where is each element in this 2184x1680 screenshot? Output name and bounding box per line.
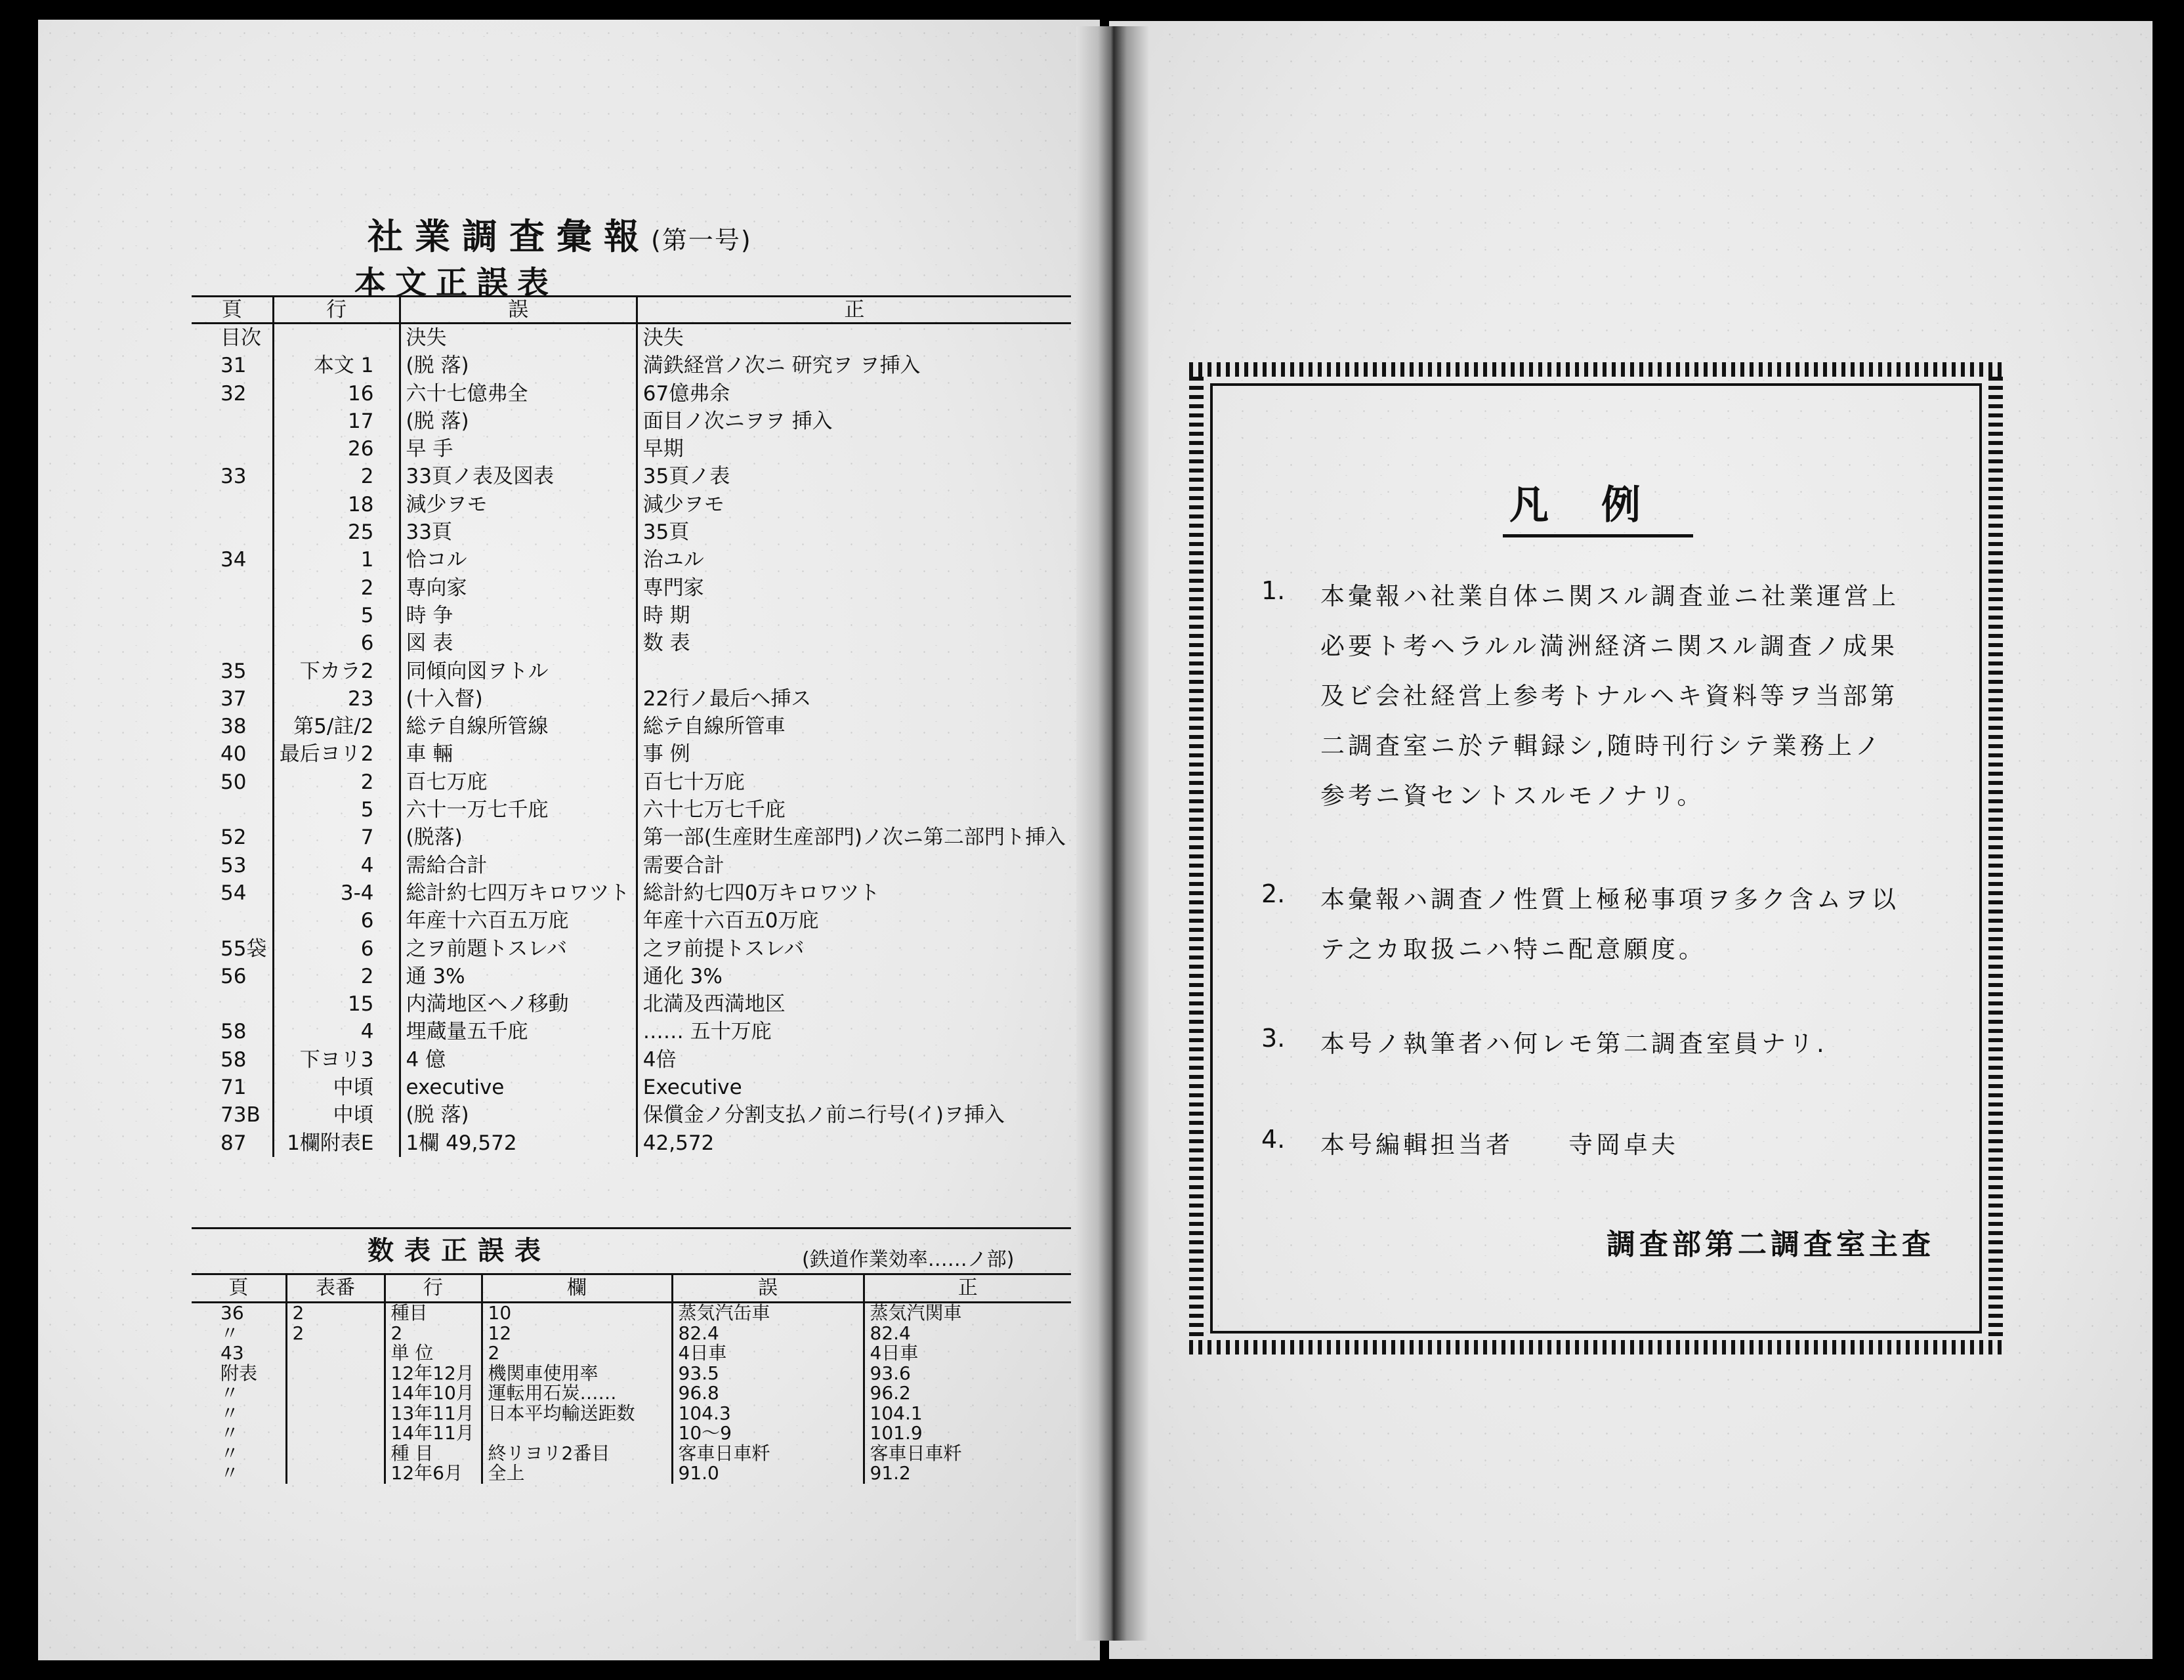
page-cell [192, 574, 273, 602]
right-cell: 数 表 [637, 629, 1071, 657]
note-number: 3. [1261, 1024, 1286, 1053]
table-row [192, 463, 1071, 490]
wrong-cell: 4 億 [400, 1046, 637, 1074]
num-header-wrong: 誤 [672, 1274, 864, 1303]
right-cell: 総計約七四0万キロワツト [637, 879, 1071, 907]
page-cell: 50 [220, 770, 247, 794]
page-cell: 43 [220, 1343, 244, 1364]
wrong-cell: 33頁ノ表及図表 [400, 463, 637, 490]
page-cell [192, 518, 273, 546]
page-cell: 58 [220, 1047, 247, 1072]
table-row [192, 1364, 1071, 1384]
right-cell: 101.9 [864, 1423, 1071, 1444]
table-row [192, 658, 1071, 685]
line-cell: 4 [273, 852, 400, 879]
wrong-cell: 減少ヲモ [400, 491, 637, 518]
right-cell: 93.6 [864, 1364, 1071, 1384]
errata-header-row [192, 297, 1071, 324]
line-cell: 2 [273, 768, 400, 796]
page-cell: 35 [220, 659, 247, 683]
line-cell: 12年6月 [385, 1463, 482, 1484]
page-cell: 73B [220, 1103, 261, 1127]
line-cell: 15 [273, 990, 400, 1018]
page-cell: 34 [220, 548, 247, 572]
right-cell: 67億弗余 [637, 380, 1071, 408]
section-divider [192, 1227, 1071, 1229]
notes-heading: 凡例 [1503, 474, 1693, 537]
line-cell: 単 位 [385, 1343, 482, 1364]
note-line: 本号ノ執筆者ハ何レモ第二調査室員ナリ. [1320, 1030, 1828, 1058]
line-cell: 第5/註/2 [273, 713, 400, 740]
num-header-line: 行 [385, 1274, 482, 1303]
line-cell: 6 [273, 935, 400, 963]
page-cell: 〃 [220, 1383, 240, 1404]
right-cell: 第一部(生産財生産部門)ノ次ニ第二部門ト挿入 [637, 824, 1071, 851]
page-cell [192, 408, 273, 435]
document-title: 社業調査彙報(第一号) [368, 216, 752, 257]
table-row [192, 518, 1071, 546]
right-cell: 蒸気汽関車 [864, 1303, 1071, 1324]
right-cell: 4倍 [637, 1046, 1071, 1074]
page-cell: 目次 [220, 326, 261, 350]
issue-number: (第一号) [651, 226, 752, 255]
table-row [192, 824, 1071, 851]
table-row [192, 1383, 1071, 1404]
table-row [192, 1463, 1071, 1484]
table-cell [286, 1463, 385, 1484]
errata-body [192, 324, 1071, 1157]
wrong-cell: 同傾向図ヲトル [400, 658, 637, 685]
page-cell: 54 [220, 881, 247, 905]
table-row [192, 852, 1071, 879]
col-cell: 終リヨリ2番目 [482, 1444, 672, 1464]
col-cell: 12 [482, 1324, 672, 1344]
line-cell: 中頃 [273, 1101, 400, 1129]
line-cell: 5 [273, 602, 400, 629]
line-cell: 2 [385, 1324, 482, 1344]
page-cell: 71 [220, 1076, 247, 1100]
wrong-cell: 33頁 [400, 518, 637, 546]
note-line: 必要ト考ヘラルル満洲経済ニ関スル調査ノ成果 [1320, 632, 1898, 660]
wrong-cell: (十入督) [400, 685, 637, 713]
right-cell: 之ヲ前提トスレバ [637, 935, 1071, 963]
page-cell: 52 [220, 826, 247, 850]
right-cell: …… 五十万庇 [637, 1018, 1071, 1045]
table-cell [286, 1423, 385, 1444]
line-cell: 種目 [385, 1303, 482, 1324]
table-row [192, 796, 1071, 824]
line-cell: 14年11月 [385, 1423, 482, 1444]
line-cell: 6 [273, 907, 400, 934]
right-cell: 面目ノ次ニヲヲ 挿入 [637, 408, 1071, 435]
wrong-cell: 決失 [400, 324, 637, 352]
wrong-cell: 図 表 [400, 629, 637, 657]
header-line: 行 [273, 297, 400, 324]
table-row [192, 713, 1071, 740]
right-cell: 北満及西満地区 [637, 990, 1071, 1018]
wrong-cell: 通 3% [400, 963, 637, 990]
table-row [192, 990, 1071, 1018]
right-cell: 専門家 [637, 574, 1071, 602]
right-cell: 通化 3% [637, 963, 1071, 990]
table-row [192, 1343, 1071, 1364]
right-cell: 35頁ノ表 [637, 463, 1071, 490]
right-cell: Executive [637, 1074, 1071, 1101]
table-row [192, 768, 1071, 796]
numeric-header-row [192, 1274, 1071, 1303]
line-cell: 17 [273, 408, 400, 435]
note-number: 1. [1261, 576, 1286, 605]
table-row [192, 1444, 1071, 1464]
page-cell [192, 602, 273, 629]
line-cell: 種 目 [385, 1444, 482, 1464]
table-row [192, 491, 1071, 518]
page-cell: 〃 [220, 1463, 240, 1484]
table-row [192, 546, 1071, 574]
book-spine [1076, 26, 1148, 1641]
right-cell [637, 658, 1071, 685]
page-cell [192, 435, 273, 463]
table-row [192, 963, 1071, 990]
line-cell: 13年11月 [385, 1404, 482, 1424]
line-cell: 2 [273, 963, 400, 990]
page-cell: 36 [220, 1302, 244, 1324]
right-cell: 年産十六百五0万庇 [637, 907, 1071, 934]
wrong-cell: 総テ自線所管線 [400, 713, 637, 740]
line-cell: 25 [273, 518, 400, 546]
table-row [192, 907, 1071, 934]
line-cell: 12年12月 [385, 1364, 482, 1384]
table-cell [286, 1343, 385, 1364]
wrong-cell: (脱落) [400, 824, 637, 851]
wrong-cell: 需給合計 [400, 852, 637, 879]
table-cell [286, 1383, 385, 1404]
num-header-page: 頁 [192, 1274, 286, 1303]
line-cell: 下ヨリ3 [273, 1046, 400, 1074]
right-cell: 百七十万庇 [637, 768, 1071, 796]
table-row [192, 435, 1071, 463]
note-line: 二調査室ニ於テ輯録シ,随時刊行シテ業務上ノ [1320, 732, 1883, 760]
right-cell: 82.4 [864, 1324, 1071, 1344]
header-wrong: 誤 [400, 297, 637, 324]
num-header-table: 表番 [286, 1274, 385, 1303]
wrong-cell: 4日車 [672, 1343, 864, 1364]
wrong-cell: executive [400, 1074, 637, 1101]
line-cell: 16 [273, 380, 400, 408]
right-cell: 時 期 [637, 602, 1071, 629]
table-row [192, 879, 1071, 907]
table-row [192, 408, 1071, 435]
table-row [192, 1129, 1071, 1157]
table-row [192, 1324, 1071, 1344]
signature: 調査部第二調査室主査 [1606, 1228, 1935, 1261]
page-cell: 56 [220, 964, 247, 988]
wrong-cell: 時 争 [400, 602, 637, 629]
right-cell: 需要合計 [637, 852, 1071, 879]
page-cell: 〃 [220, 1323, 240, 1343]
page-cell: 〃 [220, 1403, 240, 1423]
errata-title: 本文正誤表 [354, 264, 558, 301]
table-row [192, 935, 1071, 963]
col-cell: 運転用石炭…… [482, 1383, 672, 1404]
page-cell: 33 [220, 465, 247, 489]
right-cell: 42,572 [637, 1129, 1071, 1157]
right-cell: 治ユル [637, 546, 1071, 574]
table-row [192, 740, 1071, 768]
table-row [192, 1404, 1071, 1424]
right-cell: 保償金ノ分割支払ノ前ニ行号(イ)ヲ挿入 [637, 1101, 1071, 1129]
table-cell [286, 1444, 385, 1464]
wrong-cell: 恰コル [400, 546, 637, 574]
page-cell: 58 [220, 1020, 247, 1044]
page-cell: 31 [220, 354, 247, 378]
right-cell: 35頁 [637, 518, 1071, 546]
right-cell: 早期 [637, 435, 1071, 463]
wrong-cell: 六十七億弗全 [400, 380, 637, 408]
wrong-cell: 104.3 [672, 1404, 864, 1424]
page-cell: 53 [220, 853, 247, 877]
line-cell: 7 [273, 824, 400, 851]
note-number: 2. [1261, 879, 1286, 908]
right-cell: 96.2 [864, 1383, 1071, 1404]
right-cell: 91.2 [864, 1463, 1071, 1484]
wrong-cell: 96.8 [672, 1383, 864, 1404]
right-cell: 決失 [637, 324, 1071, 352]
wrong-cell: 客車日車粁 [672, 1444, 864, 1464]
line-cell: 中頃 [273, 1074, 400, 1101]
wrong-cell: (脱 落) [400, 352, 637, 379]
page-cell: 38 [220, 715, 247, 739]
line-cell: 最后ヨリ2 [273, 740, 400, 768]
wrong-cell: 早 手 [400, 435, 637, 463]
table-cell: 2 [286, 1303, 385, 1324]
line-cell [273, 324, 400, 352]
page-cell: 87 [220, 1131, 247, 1155]
header-page: 頁 [192, 297, 273, 324]
col-cell: 10 [482, 1303, 672, 1324]
line-cell: 6 [273, 629, 400, 657]
table-row [192, 1423, 1071, 1444]
right-cell: 104.1 [864, 1404, 1071, 1424]
header-right: 正 [637, 297, 1071, 324]
col-cell: 2 [482, 1343, 672, 1364]
wrong-cell: 内満地区ヘノ移動 [400, 990, 637, 1018]
table-row [192, 602, 1071, 629]
line-cell: 本文 1 [273, 352, 400, 379]
wrong-cell: 10〜9 [672, 1423, 864, 1444]
table-cell: 2 [286, 1324, 385, 1344]
wrong-cell: 総計約七四万キロワツト [400, 879, 637, 907]
table-cell [286, 1364, 385, 1384]
num-header-right: 正 [864, 1274, 1071, 1303]
wrong-cell: 埋蔵量五千庇 [400, 1018, 637, 1045]
right-cell: 六十七万七千庇 [637, 796, 1071, 824]
line-cell: 14年10月 [385, 1383, 482, 1404]
table-row [192, 1074, 1071, 1101]
wrong-cell: 六十一万七千庇 [400, 796, 637, 824]
page-cell [192, 990, 273, 1018]
col-cell [482, 1423, 672, 1444]
note-line: 本号編輯担当者 寺岡卓夫 [1320, 1131, 1679, 1159]
page-cell [192, 491, 273, 518]
col-cell: 機関車使用率 [482, 1364, 672, 1384]
note-line: 及ビ会社経営上参考トナルヘキ資料等ヲ当部第 [1320, 682, 1899, 710]
line-cell: 3-4 [273, 879, 400, 907]
numeric-errata-table [192, 1273, 1071, 1484]
wrong-cell: 93.5 [672, 1364, 864, 1384]
table-row [192, 352, 1071, 379]
right-cell: 22行ノ最后ヘ挿ス [637, 685, 1071, 713]
table-row [192, 1101, 1071, 1129]
note-line: 参考ニ資セントスルモノナリ。 [1320, 782, 1705, 810]
table-row [192, 1018, 1071, 1045]
right-cell: 事 例 [637, 740, 1071, 768]
note-number: 4. [1261, 1125, 1286, 1154]
right-cell: 満鉄経営ノ次ニ 研究ヲ ヲ挿入 [637, 352, 1071, 379]
wrong-cell: 之ヲ前題トスレバ [400, 935, 637, 963]
line-cell: 23 [273, 685, 400, 713]
errata-table [192, 295, 1071, 1157]
table-row [192, 1046, 1071, 1074]
line-cell: 18 [273, 491, 400, 518]
right-cell: 客車日車粁 [864, 1444, 1071, 1464]
wrong-cell: 百七万庇 [400, 768, 637, 796]
wrong-cell: (脱 落) [400, 1101, 637, 1129]
table-cell [286, 1404, 385, 1424]
table-row [192, 574, 1071, 602]
wrong-cell: 1欄 49,572 [400, 1129, 637, 1157]
page-cell: 55袋 [220, 936, 267, 961]
wrong-cell: 年産十六百五万庇 [400, 907, 637, 934]
note-line: 本彙報ハ調査ノ性質上極秘事項ヲ多ク含ムヲ以 [1320, 885, 1899, 914]
note-line: 本彙報ハ社業自体ニ関スル調査並ニ社業運営上 [1320, 582, 1899, 610]
note-line: テ之カ取扱ニハ特ニ配意願度。 [1320, 935, 1706, 963]
page-cell: 40 [220, 742, 247, 766]
col-cell: 日本平均輸送距数 [482, 1404, 672, 1424]
line-cell: 26 [273, 435, 400, 463]
page-cell: 32 [220, 381, 247, 406]
line-cell: 下カラ2 [273, 658, 400, 685]
col-cell: 全上 [482, 1463, 672, 1484]
wrong-cell: (脱 落) [400, 408, 637, 435]
wrong-cell: 蒸気汽缶車 [672, 1303, 864, 1324]
wrong-cell: 82.4 [672, 1324, 864, 1344]
table-row [192, 380, 1071, 408]
page-cell [192, 629, 273, 657]
num-header-col: 欄 [482, 1274, 672, 1303]
numeric-errata-title: 数表正誤表 [368, 1236, 551, 1266]
table-row [192, 629, 1071, 657]
line-cell: 1 [273, 546, 400, 574]
numeric-errata-body [192, 1303, 1071, 1484]
page-cell: 37 [220, 686, 247, 711]
page-cell [192, 907, 273, 934]
line-cell: 4 [273, 1018, 400, 1045]
table-row [192, 685, 1071, 713]
line-cell: 2 [273, 463, 400, 490]
right-cell: 総テ自線所管車 [637, 713, 1071, 740]
wrong-cell: 専向家 [400, 574, 637, 602]
line-cell: 5 [273, 796, 400, 824]
numeric-errata-subtitle: (鉄道作業効率……ノ部) [802, 1248, 1015, 1271]
line-cell: 2 [273, 574, 400, 602]
table-row [192, 324, 1071, 352]
line-cell: 1欄附表E [273, 1129, 400, 1157]
page-cell: 附表 [220, 1363, 258, 1383]
table-row [192, 1303, 1071, 1324]
page-cell: 〃 [220, 1423, 240, 1444]
wrong-cell: 車 輛 [400, 740, 637, 768]
page-cell: 〃 [220, 1443, 240, 1463]
wrong-cell: 91.0 [672, 1463, 864, 1484]
page-cell [192, 796, 273, 824]
right-cell: 4日車 [864, 1343, 1071, 1364]
right-cell: 減少ヲモ [637, 491, 1071, 518]
